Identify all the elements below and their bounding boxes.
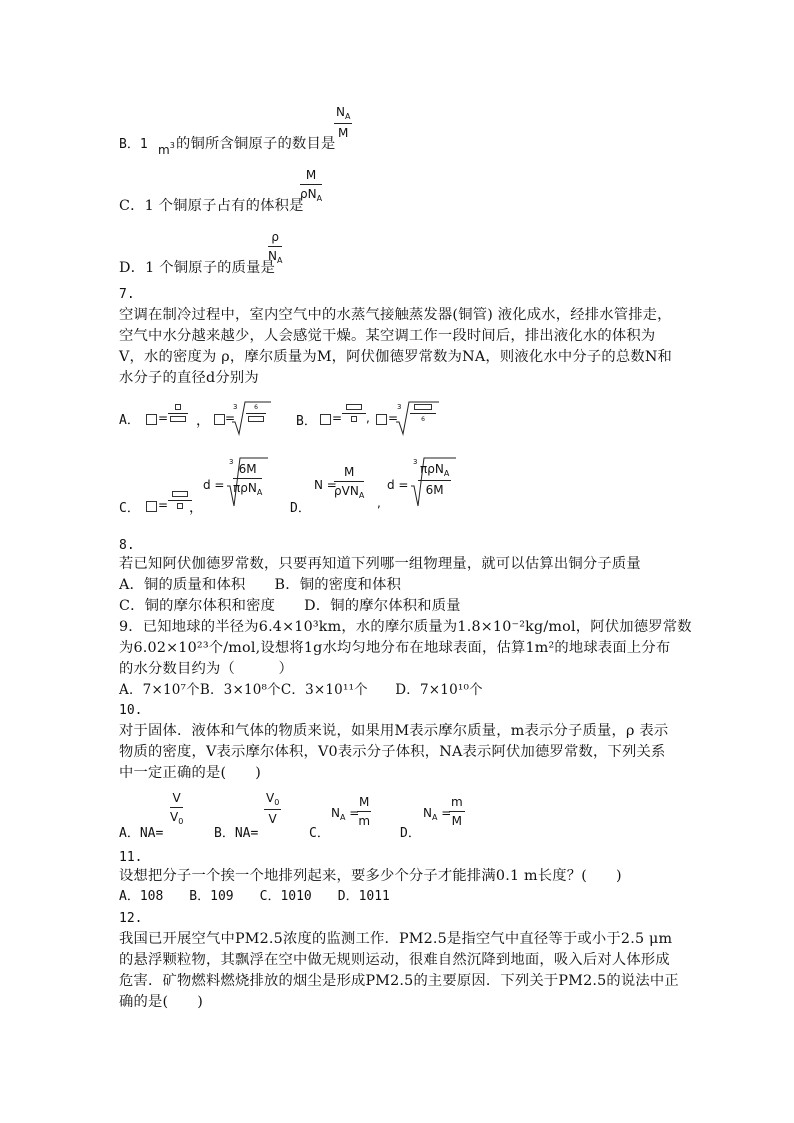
q7-number: 7. [119, 287, 135, 302]
placeholder-glyph-icon [376, 414, 387, 425]
q7-d-d-fraction: πρN$_A$ 6M [420, 462, 450, 497]
q7-b-eq2: = [388, 411, 399, 425]
q8-options-cd: C．铜的摩尔体积和密度 D．铜的摩尔体积和质量 [119, 598, 461, 614]
q7-b-root-index: 3 [397, 403, 402, 411]
q12-stem-line-4: 确的是( ) [119, 994, 204, 1010]
q8-options-ab: A．铜的质量和体积 B．铜的密度和体积 [119, 577, 402, 593]
q7-d-n-fraction: M ρVN$_A$ [334, 465, 365, 500]
q6-d-fraction: $\frac{\rho}{N_A}$ [268, 230, 283, 265]
q11-options: A．108 B．109 C．1010 D．1011 [119, 889, 390, 904]
q12-stem-line-2: 的悬浮颗粒物，其飘浮在空中做无规则运动，很难自然沉降到地面，吸入后对人体形成 [119, 952, 670, 968]
q7-a-n-fraction [168, 404, 188, 423]
q11-number: 11. [119, 850, 143, 865]
q10-option-a: A．NA= [119, 826, 164, 841]
q7-stem-line-1: 空调在制冷过程中，室内空气中的水蒸气接触蒸发器(铜管) 液化成水，经排水管排走， [119, 307, 672, 323]
q7-stem-line-3: V，水的密度为 ρ，摩尔质量为M，阿伏伽德罗常数为NA，则液化水中分子的总数N和 [119, 349, 673, 365]
q7-b-comma: , [366, 411, 370, 425]
q10-d-fraction: $\frac{m}{M}$ [451, 795, 463, 828]
q7-d-root-index: 3 [413, 458, 418, 466]
q10-stem-line-3: 中一定正确的是( ) [119, 765, 262, 781]
q10-number: 10. [119, 703, 143, 718]
q10-a-fraction: $\frac{V}{V_0}$ [170, 791, 184, 826]
q12-number: 12. [119, 911, 143, 926]
q6-c-fraction: M $\rho N_A$ [300, 168, 323, 203]
q7-stem-line-2: 空气中水分越来越少，人会感觉干燥。某空调工作一段时间后，排出液化水的体积为 [119, 328, 656, 344]
q10-option-d: D． [400, 826, 421, 841]
placeholder-glyph-icon [320, 414, 331, 425]
q6-option-c: C．1 个铜原子占有的体积是 [119, 198, 304, 214]
q6-option-d: D．1 个铜原子的质量是 [119, 260, 276, 276]
q8-number: 8. [119, 538, 135, 553]
q6-option-b: B．1 $m^3$ 的铜所含铜原子的数目是 [119, 136, 336, 157]
placeholder-glyph-icon [248, 416, 264, 422]
q7-stem-line-4: 水分子的直径d分别为 [119, 370, 259, 386]
q9-stem-line-1: 9．已知地球的半径为6.4×10³km，水的摩尔质量为1.8×10⁻²kg/mol，阿伏加德罗常数 [119, 619, 692, 635]
q6-b-fraction: $\frac{N_A}{M}$ [336, 105, 351, 140]
q7-b-eq: = [332, 411, 343, 425]
q7-d-comma: , [377, 496, 381, 510]
q12-stem-line-3: 危害．矿物燃料燃烧排放的烟尘是形成PM2.5的主要原因．下列关于PM2.5的说法中正 [119, 973, 679, 989]
q7-b-n-fraction [342, 404, 366, 423]
q10-stem-line-1: 对于固体．液体和气体的物质来说，如果用M表示摩尔质量，m表示分子质量，ρ 表示 [119, 723, 669, 739]
q7-c-root-index: 3 [229, 458, 234, 466]
q7-c-comma: ， [189, 500, 204, 516]
q9-stem-line-2: 为6.02×10²³个/mol,设想将1g水均匀地分布在地球表面，估算1m²的地球表面上分布 [119, 640, 671, 656]
q7-a-comma: ， [196, 413, 211, 429]
q7-a-eq2: = [225, 411, 236, 425]
q7-a-eq: = [158, 411, 169, 425]
q7-c-d-lhs: d = [203, 478, 225, 492]
placeholder-glyph-icon [146, 414, 157, 425]
q8-stem: 若已知阿伏伽德罗常数，只要再知道下列哪一组物理量，就可以估算出铜分子质量 [119, 556, 641, 572]
q7-b-d-fraction: 6 [410, 404, 436, 423]
q10-c-fraction: $\frac{M}{m}$ [358, 795, 371, 828]
placeholder-glyph-icon [414, 404, 432, 410]
placeholder-glyph-icon [172, 491, 188, 497]
q10-c-lhs: $N_A$ = [331, 806, 360, 822]
q7-c-d-fraction: 6M πρN$_A$ [233, 462, 263, 497]
q7-a-d-fraction: 6 [246, 404, 266, 423]
q7-c-eq: = [158, 498, 169, 512]
q11-stem: 设想把分子一个挨一个地排列起来，要多少个分子才能排满0.1 m长度？( ) [119, 868, 622, 884]
placeholder-glyph-icon [175, 404, 181, 410]
q7-option-a: A． [119, 413, 140, 428]
placeholder-glyph-icon [351, 416, 357, 422]
placeholder-glyph-icon [214, 414, 225, 425]
q7-option-d: D． [290, 501, 311, 516]
q10-d-lhs: $N_A$ = [423, 806, 452, 822]
q10-option-c: C． [309, 826, 330, 841]
placeholder-glyph-icon [170, 416, 186, 422]
q7-a-root-index: 3 [233, 403, 238, 411]
q7-d-d-lhs: d = [387, 478, 409, 492]
q12-stem-line-1: 我国已开展空气中PM2.5浓度的监测工作．PM2.5是指空气中直径等于或小于2.5 μm [119, 931, 673, 947]
placeholder-glyph-icon [146, 501, 157, 512]
q7-option-b: B． [296, 414, 317, 429]
q9-stem-line-3: 的水分数目约为（ ） [119, 661, 293, 677]
q7-d-n-lhs: N = [314, 478, 337, 492]
placeholder-glyph-icon [346, 404, 362, 410]
q10-b-fraction: $\frac{V_0}{V}$ [266, 791, 280, 826]
q9-options: A．7×10⁷个B．3×10⁸个C．3×10¹¹个 D．7×10¹⁰个 [119, 682, 483, 698]
q7-option-c: C． [119, 501, 140, 516]
placeholder-glyph-icon [177, 503, 183, 509]
q10-stem-line-2: 物质的密度，V表示摩尔体积，V0表示分子体积，NA表示阿伏加德罗常数，下列关系 [119, 744, 666, 760]
q10-option-b: B．NA= [214, 826, 259, 841]
